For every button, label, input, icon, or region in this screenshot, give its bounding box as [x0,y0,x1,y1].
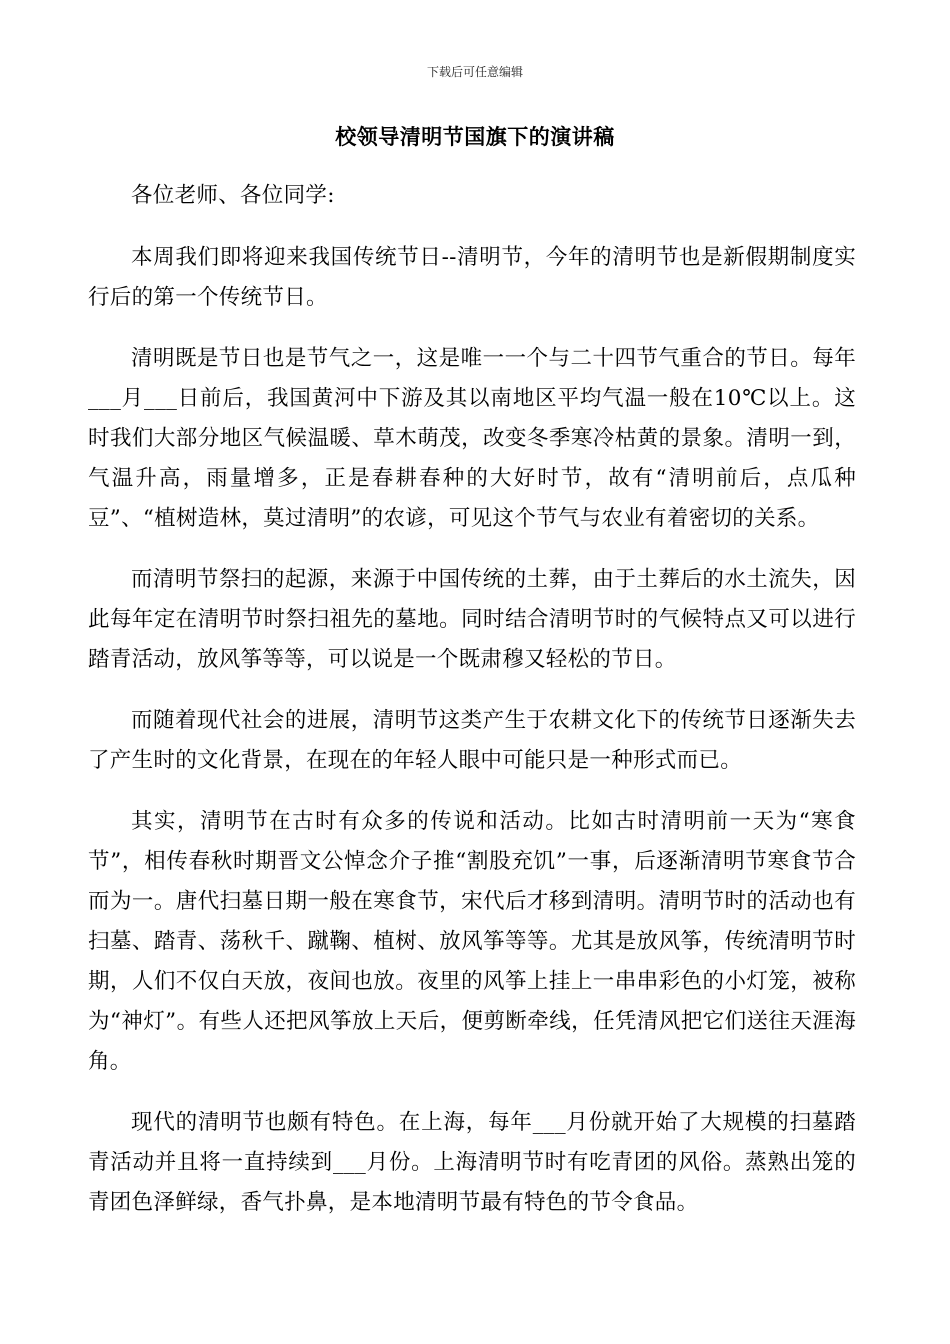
body-paragraph: 清明既是节日也是节气之一，这是唯一一个与二十四节气重合的节日。每年___月___日前后，我国黄河中下游及其以南地区平均气温一般在10℃以上。这时我们大部分地区气候温暖、草木萌茂，改变冬季寒冷枯黄的景象。清明一到，气温升高，雨量增多，正是春耕春种的大好时节，故有“清明前后，点瓜种豆”、“植树造林，莫过清明”的农谚，可见这个节气与农业有着密切的关系。 [88,346,856,531]
body-paragraph: 其实，清明节在古时有众多的传说和活动。比如古时清明前一天为“寒食节”，相传春秋时期晋文公悼念介子推“割股充饥”一事，后逐渐清明节寒食节合而为一。唐代扫墓日期一般在寒食节，宋代后才移到清明。清明节时的活动也有扫墓、踏青、荡秋千、蹴鞠、植树、放风筝等等。尤其是放风筝，传统清明节时期，人们不仅白天放，夜间也放。夜里的风筝上挂上一串串彩色的小灯笼，被称为“神灯”。有些人还把风筝放上天后，便剪断牵线，任凭清风把它们送往天涯海角。 [88,809,856,1074]
greeting-paragraph: 各位老师、各位同学: [131,183,335,208]
body-paragraph: 本周我们即将迎来我国传统节日--清明节，今年的清明节也是新假期制度实行后的第一个传统节日。 [88,245,856,310]
header-note: 下载后可任意编辑 [426,65,523,79]
body-paragraph: 现代的清明节也颇有特色。在上海，每年___月份就开始了大规模的扫墓踏青活动并且将一直持续到___月份。上海清明节时有吃青团的风俗。蒸熟出笼的青团色泽鲜绿，香气扑鼻，是本地清明节最有特色的节令食品。 [88,1110,856,1215]
body-paragraph: 而清明节祭扫的起源，来源于中国传统的土葬，由于土葬后的水土流失，因此每年定在清明节时祭扫祖先的墓地。同时结合清明节时的气候特点又可以进行踏青活动，放风筝等等，可以说是一个既肃穆又轻松的节日。 [88,567,856,672]
document-body [88,176,856,1244]
body-paragraph: 而随着现代社会的进展，清明节这类产生于农耕文化下的传统节日逐渐失去了产生时的文化背景，在现在的年轻人眼中可能只是一种形式而已。 [88,708,856,773]
document-title: 校领导清明节国旗下的演讲稿 [335,124,615,149]
